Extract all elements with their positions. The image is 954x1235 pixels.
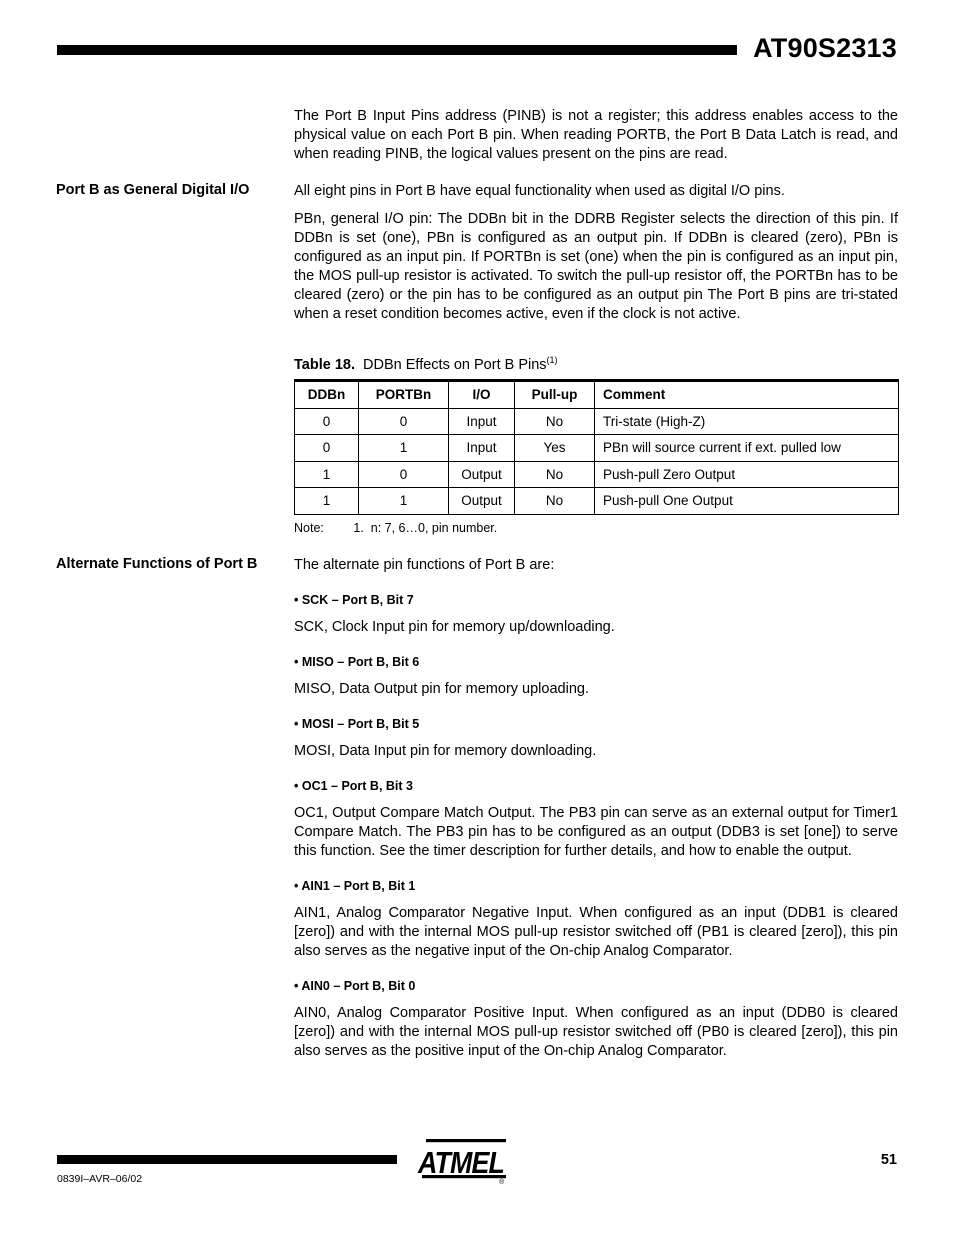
mosi-subheading: • MOSI – Port B, Bit 5	[294, 717, 420, 731]
column-header-ddbn: DDBn	[295, 381, 359, 409]
section-alternate-functions-body	[294, 556, 898, 1061]
cell-pullup: No	[515, 408, 595, 435]
footer-rule	[57, 1155, 397, 1164]
sck-paragraph: SCK, Clock Input pin for memory up/downloading.	[294, 619, 615, 635]
cell-pullup: Yes	[515, 435, 595, 462]
page-number: 51	[880, 1152, 897, 1168]
digital-io-paragraph-1: All eight pins in Port B have equal functionality when used as digital I/O pins.	[294, 183, 785, 199]
table-footnote-ref: (1)	[546, 355, 558, 365]
ain0-paragraph: AIN0, Analog Comparator Positive Input. When configured as an input (DDB0 is cleared [zero]) and with the internal MOS pull-up resistor switched off (PB0 is cleared [zero]), this pin also serves as the positive input of the On-chip Analog Comparator.	[294, 1005, 898, 1059]
header-rule	[57, 45, 737, 55]
cell-ddbn: 1	[295, 488, 359, 515]
cell-pullup: No	[515, 488, 595, 515]
cell-ddbn: 1	[295, 461, 359, 488]
cell-io: Input	[449, 435, 515, 462]
cell-comment: Tri-state (High-Z)	[595, 408, 899, 435]
table-caption	[294, 355, 558, 373]
cell-io: Input	[449, 408, 515, 435]
table-row	[295, 488, 899, 515]
table-row	[295, 435, 899, 462]
table-header-row	[295, 381, 899, 409]
oc1-subheading: • OC1 – Port B, Bit 3	[294, 779, 413, 793]
ain1-paragraph: AIN1, Analog Comparator Negative Input. When configured as an input (DDB1 is cleared [zero]) and with the internal MOS pull-up resistor switched off (PB1 is cleared [zero]), this pin also serves as the negative input of the On-chip Analog Comparator.	[294, 905, 898, 959]
column-header-io: I/O	[449, 381, 515, 409]
note-text: n: 7, 6…0, pin number.	[370, 521, 498, 535]
cell-ddbn: 0	[295, 408, 359, 435]
oc1-paragraph: OC1, Output Compare Match Output. The PB3 pin can serve as an external output for Timer1 Compare Match. The PB3 pin has to be configured as an output (DDB3 is set [one]) to serve this function. See the timer description for further details, and how to enable the output.	[294, 805, 898, 859]
note-label: Note:	[294, 521, 324, 535]
ain1-subheading: • AIN1 – Port B, Bit 1	[294, 879, 416, 893]
ain0-subheading: • AIN0 – Port B, Bit 0	[294, 979, 416, 993]
cell-portbn: 0	[359, 408, 449, 435]
section-heading-alternate-functions: Alternate Functions of Port B	[56, 556, 258, 572]
cell-io: Output	[449, 461, 515, 488]
table-row	[295, 408, 899, 435]
cell-comment: Push-pull One Output	[595, 488, 899, 515]
cell-ddbn: 0	[295, 435, 359, 462]
document-title: AT90S2313	[753, 33, 897, 63]
table-caption-text: DDBn Effects on Port B Pins	[363, 356, 547, 373]
cell-pullup: No	[515, 461, 595, 488]
column-header-comment: Comment	[595, 381, 899, 409]
cell-portbn: 1	[359, 488, 449, 515]
digital-io-paragraph-2: PBn, general I/O pin: The DDBn bit in the DDRB Register selects the direction of this pin. If DDBn is set (one), PBn is configured as an output pin. If DDBn is cleared (zero), PBn is configured as an input pin. If PORTBn is set (one) when the pin is configured as an input pin, the MOS pull-up resistor is activated. To switch the pull-up resistor off, the PORTBn has to be cleared (zero) or the pin has to be configured as an output pin The Port B pins are tri-stated when a reset condition becomes active, even if the clock is not active.	[294, 211, 898, 322]
column-header-portbn: PORTBn	[359, 381, 449, 409]
note-number: 1.	[353, 521, 364, 535]
cell-io: Output	[449, 488, 515, 515]
alternate-functions-intro: The alternate pin functions of Port B are:	[294, 557, 555, 573]
table-label: Table 18.	[294, 356, 355, 373]
table-note	[294, 521, 497, 535]
cell-portbn: 1	[359, 435, 449, 462]
mosi-paragraph: MOSI, Data Input pin for memory downloading.	[294, 743, 597, 759]
cell-comment: PBn will source current if ext. pulled low	[595, 435, 899, 462]
miso-paragraph: MISO, Data Output pin for memory uploading.	[294, 681, 589, 697]
miso-subheading: • MISO – Port B, Bit 6	[294, 655, 420, 669]
registered-mark: ®	[499, 1179, 505, 1186]
section-digital-io-body	[294, 182, 898, 324]
column-header-pullup: Pull-up	[515, 381, 595, 409]
intro-block	[294, 107, 898, 164]
table-row	[295, 461, 899, 488]
intro-paragraph: The Port B Input Pins address (PINB) is not a register; this address enables access to the physical value on each Port B pin. When reading PORTB, the Port B Data Latch is read, and when reading PINB, the logical values present on the pins are read.	[294, 108, 898, 162]
section-heading-digital-io: Port B as General Digital I/O	[56, 182, 250, 198]
document-code: 0839I–AVR–06/02	[57, 1173, 143, 1185]
sck-subheading: • SCK – Port B, Bit 7	[294, 593, 414, 607]
ddbn-effects-table	[294, 379, 899, 515]
atmel-logo-text: ATMEL	[417, 1145, 505, 1180]
cell-comment: Push-pull Zero Output	[595, 461, 899, 488]
cell-portbn: 0	[359, 461, 449, 488]
atmel-logo	[410, 1136, 512, 1186]
